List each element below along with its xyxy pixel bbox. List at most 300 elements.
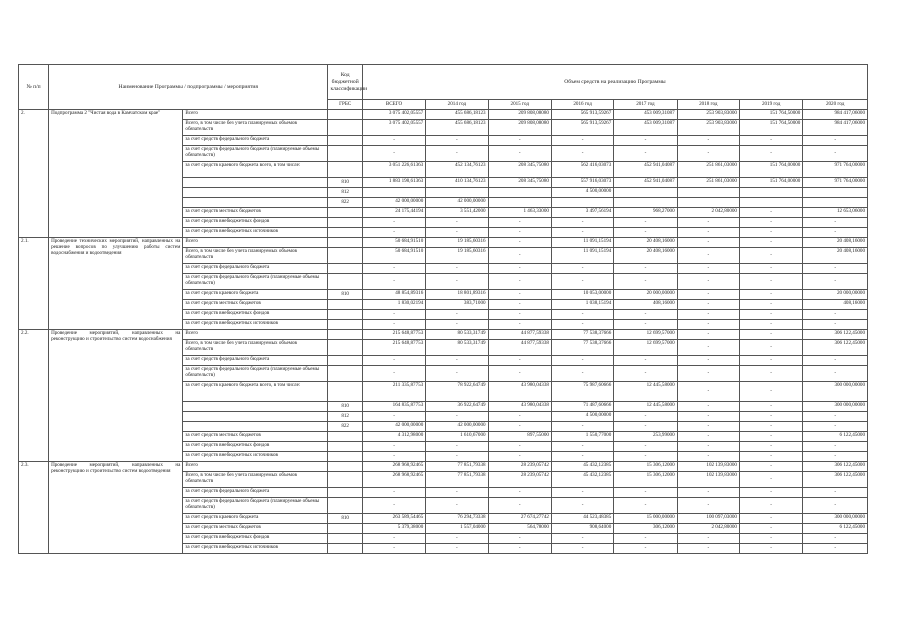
amount-cell: -: [677, 382, 739, 402]
amount-cell: 455 686,18123: [426, 110, 488, 120]
amount-cell: -: [739, 382, 802, 402]
amount-cell: 44 877,59338: [488, 340, 551, 356]
amount-cell: -: [488, 238, 551, 248]
amount-cell: 3 075 402,05557: [362, 120, 425, 136]
amount-cell: -: [426, 442, 488, 452]
grbs-code: [328, 534, 362, 544]
amount-cell: -: [488, 422, 551, 432]
amount-cell: -: [739, 412, 802, 422]
amount-cell: 984 417,06000: [803, 110, 868, 120]
funding-source: [183, 412, 328, 422]
table-row: [19, 462, 868, 472]
amount-cell: -: [803, 274, 868, 290]
amount-cell: -: [677, 544, 739, 554]
amount-cell: 211 335,87753: [362, 382, 425, 402]
grbs-code: [328, 310, 362, 320]
amount-cell: -: [488, 366, 551, 382]
grbs-code: [328, 330, 362, 340]
grbs-code: [328, 488, 362, 498]
amount-cell: 452 941,04087: [614, 162, 677, 178]
amount-cell: -: [739, 462, 802, 472]
header-volume: Объем средств на реализацию Программы: [362, 65, 867, 100]
funding-source: Всего, в том числе без учета планируемых объемов обязательств: [183, 120, 328, 136]
amount-cell: -: [614, 544, 677, 554]
amount-cell: 76 294,73338: [426, 514, 488, 524]
amount-cell: -: [614, 442, 677, 452]
amount-cell: -: [739, 472, 802, 488]
amount-cell: 453 009,31087: [614, 120, 677, 136]
amount-cell: -: [677, 264, 739, 274]
amount-cell: -: [426, 228, 488, 238]
amount-cell: -: [362, 488, 425, 498]
amount-cell: 562 416,03073: [551, 162, 613, 178]
table-row: [19, 330, 868, 340]
amount-cell: 306 122,45000: [803, 472, 868, 488]
amount-cell: -: [551, 422, 613, 432]
amount-cell: 3 075 402,05557: [362, 110, 425, 120]
amount-cell: -: [426, 452, 488, 462]
amount-cell: -: [803, 356, 868, 366]
amount-cell: -: [803, 534, 868, 544]
amount-cell: -: [362, 498, 425, 514]
funding-source: за счет средств внебюджетных источников: [183, 452, 328, 462]
amount-cell: -: [677, 488, 739, 498]
grbs-code: [328, 472, 362, 488]
amount-cell: -: [614, 136, 677, 146]
grbs-code: [328, 356, 362, 366]
amount-cell: 15 306,12000: [614, 472, 677, 488]
grbs-code: [328, 146, 362, 162]
amount-cell: -: [677, 412, 739, 422]
amount-cell: -: [677, 290, 739, 300]
amount-cell: 20 000,00000: [614, 290, 677, 300]
amount-cell: -: [362, 218, 425, 228]
funding-source: за счет средств внебюджетных фондов: [183, 534, 328, 544]
amount-cell: 2 042,80000: [677, 524, 739, 534]
amount-cell: -: [677, 442, 739, 452]
grbs-code: [328, 136, 362, 146]
header-col: 2016 год: [551, 100, 613, 110]
amount-cell: 564,78000: [488, 524, 551, 534]
amount-cell: -: [677, 402, 739, 412]
amount-cell: -: [739, 228, 802, 238]
amount-cell: -: [362, 356, 425, 366]
amount-cell: 4 312,98000: [362, 432, 425, 442]
amount-cell: -: [803, 412, 868, 422]
amount-cell: 151 764,00000: [739, 162, 802, 178]
amount-cell: -: [677, 248, 739, 264]
amount-cell: -: [614, 356, 677, 366]
amount-cell: 251 861,03000: [677, 178, 739, 188]
header-row: [19, 65, 868, 100]
item-name: Подпрограмма 2 "Чистая вода в Камчатском крае": [49, 110, 183, 238]
amount-cell: 1 830,02194: [362, 300, 425, 310]
amount-cell: 78 922,64749: [426, 382, 488, 402]
amount-cell: -: [488, 356, 551, 366]
amount-cell: 43 980,04338: [488, 382, 551, 402]
amount-cell: -: [677, 340, 739, 356]
funding-source: за счет средств местных бюджетов: [183, 300, 328, 310]
funding-source: Всего, в том числе без учета планируемых объемов обязательств: [183, 340, 328, 356]
amount-cell: 565 913,59267: [551, 120, 613, 136]
funding-source: за счет средств федерального бюджета (планируемые объемы обязательств): [183, 274, 328, 290]
amount-cell: -: [488, 488, 551, 498]
grbs-code: [328, 208, 362, 218]
amount-cell: -: [362, 366, 425, 382]
amount-cell: -: [426, 264, 488, 274]
grbs-code: [328, 120, 362, 136]
amount-cell: 102 139,83000: [677, 472, 739, 488]
amount-cell: 984 417,06000: [803, 120, 868, 136]
funding-source: за счет средств внебюджетных фондов: [183, 218, 328, 228]
amount-cell: -: [426, 146, 488, 162]
amount-cell: -: [488, 452, 551, 462]
amount-cell: -: [614, 498, 677, 514]
amount-cell: -: [739, 274, 802, 290]
funding-source: за счет средств внебюджетных фондов: [183, 310, 328, 320]
amount-cell: 20 408,16000: [614, 248, 677, 264]
budget-table: [18, 64, 868, 554]
amount-cell: 455 686,18123: [426, 120, 488, 136]
grbs-code: [328, 300, 362, 310]
funding-source: [183, 198, 328, 208]
amount-cell: -: [739, 208, 802, 218]
amount-cell: -: [488, 248, 551, 264]
amount-cell: 42 000,00000: [362, 422, 425, 432]
amount-cell: 2 042,80000: [677, 208, 739, 218]
amount-cell: -: [488, 534, 551, 544]
amount-cell: -: [488, 310, 551, 320]
amount-cell: [739, 198, 802, 208]
amount-cell: -: [739, 498, 802, 514]
amount-cell: -: [803, 310, 868, 320]
amount-cell: -: [426, 274, 488, 290]
funding-source: за счет средств федерального бюджета: [183, 488, 328, 498]
amount-cell: -: [488, 442, 551, 452]
grbs-code: [328, 452, 362, 462]
header-num: № п/п: [19, 65, 49, 110]
amount-cell: -: [362, 442, 425, 452]
amount-cell: -: [614, 534, 677, 544]
amount-cell: -: [488, 498, 551, 514]
amount-cell: [426, 188, 488, 198]
amount-cell: 80 533,31749: [426, 330, 488, 340]
amount-cell: 300 000,00000: [803, 402, 868, 412]
funding-source: за счет средств внебюджетных источников: [183, 228, 328, 238]
funding-source: Всего, в том числе без учета планируемых объемов обязательств: [183, 248, 328, 264]
grbs-code: [328, 498, 362, 514]
grbs-code: [328, 524, 362, 534]
amount-cell: 80 533,31749: [426, 340, 488, 356]
amount-cell: 208 345,75080: [488, 178, 551, 188]
amount-cell: 19 185,60316: [426, 248, 488, 264]
amount-cell: 151 764,00000: [739, 178, 802, 188]
amount-cell: -: [739, 422, 802, 432]
amount-cell: -: [551, 228, 613, 238]
amount-cell: 27 674,27742: [488, 514, 551, 524]
table-row: [19, 238, 868, 248]
amount-cell: -: [739, 442, 802, 452]
amount-cell: 215 648,87753: [362, 340, 425, 356]
amount-cell: -: [362, 146, 425, 162]
grbs-code: 822: [328, 198, 362, 208]
amount-cell: -: [803, 452, 868, 462]
amount-cell: -: [739, 310, 802, 320]
amount-cell: 306,12000: [614, 524, 677, 534]
grbs-code: [328, 544, 362, 554]
amount-cell: 410 134,76123: [426, 178, 488, 188]
header-col: 2015 год: [488, 100, 551, 110]
amount-cell: -: [803, 146, 868, 162]
funding-source: за счет средств федерального бюджета (планируемые объемы обязательств): [183, 498, 328, 514]
amount-cell: 20 000,00000: [803, 290, 868, 300]
amount-cell: -: [739, 290, 802, 300]
amount-cell: -: [739, 248, 802, 264]
grbs-code: 810: [328, 290, 362, 300]
amount-cell: -: [614, 320, 677, 330]
amount-cell: [551, 198, 613, 208]
amount-cell: 12 653,06000: [803, 208, 868, 218]
amount-cell: 251 861,03000: [677, 162, 739, 178]
amount-cell: 42 000,00000: [426, 198, 488, 208]
amount-cell: -: [362, 534, 425, 544]
amount-cell: 263 589,54465: [362, 514, 425, 524]
funding-source: [183, 178, 328, 188]
amount-cell: 10 053,00000: [551, 290, 613, 300]
item-number: 2.3.: [19, 462, 49, 554]
amount-cell: 45 432,12385: [551, 462, 613, 472]
amount-cell: -: [426, 310, 488, 320]
amount-cell: -: [488, 218, 551, 228]
amount-cell: -: [551, 452, 613, 462]
amount-cell: 4 500,00000: [551, 188, 613, 198]
amount-cell: -: [803, 264, 868, 274]
amount-cell: 452 941,04087: [614, 178, 677, 188]
amount-cell: -: [614, 366, 677, 382]
amount-cell: -: [677, 136, 739, 146]
amount-cell: 42 000,00000: [426, 422, 488, 432]
amount-cell: -: [739, 300, 802, 310]
funding-source: за счет средств местных бюджетов: [183, 432, 328, 442]
amount-cell: -: [426, 412, 488, 422]
grbs-code: [328, 248, 362, 264]
header-col: 2014 год: [426, 100, 488, 110]
amount-cell: -: [488, 264, 551, 274]
amount-cell: -: [614, 310, 677, 320]
table-row: [19, 110, 868, 120]
amount-cell: -: [614, 146, 677, 162]
amount-cell: -: [488, 136, 551, 146]
grbs-code: [328, 228, 362, 238]
header-col: 2020 год: [803, 100, 868, 110]
amount-cell: -: [677, 452, 739, 462]
amount-cell: -: [362, 136, 425, 146]
grbs-code: [328, 340, 362, 356]
amount-cell: -: [362, 320, 425, 330]
amount-cell: 3 551,42000: [426, 208, 488, 218]
amount-cell: 50 684,91510: [362, 248, 425, 264]
amount-cell: -: [614, 412, 677, 422]
amount-cell: -: [677, 356, 739, 366]
amount-cell: 43 980,04338: [488, 402, 551, 412]
amount-cell: 48 854,89316: [362, 290, 425, 300]
amount-cell: -: [551, 366, 613, 382]
amount-cell: -: [677, 330, 739, 340]
amount-cell: -: [677, 534, 739, 544]
amount-cell: -: [551, 356, 613, 366]
amount-cell: -: [362, 412, 425, 422]
amount-cell: -: [677, 218, 739, 228]
header-col: ВСЕГО: [362, 100, 425, 110]
funding-source: за счет средств местных бюджетов: [183, 208, 328, 218]
amount-cell: -: [803, 136, 868, 146]
grbs-code: 812: [328, 412, 362, 422]
amount-cell: [803, 188, 868, 198]
amount-cell: [362, 188, 425, 198]
amount-cell: -: [614, 228, 677, 238]
grbs-code: [328, 462, 362, 472]
amount-cell: -: [551, 136, 613, 146]
amount-cell: 306 122,45000: [803, 340, 868, 356]
funding-source: за счет средств внебюджетных фондов: [183, 442, 328, 452]
amount-cell: -: [362, 544, 425, 554]
amount-cell: -: [739, 366, 802, 382]
amount-cell: 11 091,15194: [551, 248, 613, 264]
funding-source: Всего: [183, 238, 328, 248]
grbs-code: [328, 264, 362, 274]
amount-cell: [488, 198, 551, 208]
amount-cell: 306 122,45000: [803, 330, 868, 340]
amount-cell: 268 968,92465: [362, 472, 425, 488]
amount-cell: 300 000,00000: [803, 514, 868, 524]
grbs-code: 822: [328, 422, 362, 432]
amount-cell: 24 175,44194: [362, 208, 425, 218]
header-name: Наименование Программы / подпрограммы / мероприятия: [49, 65, 328, 110]
amount-cell: 20 408,16000: [803, 248, 868, 264]
amount-cell: 4 500,00000: [551, 412, 613, 422]
amount-cell: -: [614, 218, 677, 228]
amount-cell: -: [488, 274, 551, 290]
amount-cell: [614, 188, 677, 198]
amount-cell: -: [803, 218, 868, 228]
funding-source: за счет средств внебюджетных источников: [183, 544, 328, 554]
amount-cell: -: [614, 422, 677, 432]
amount-cell: 908,64000: [551, 524, 613, 534]
amount-cell: -: [739, 136, 802, 146]
amount-cell: -: [426, 320, 488, 330]
amount-cell: 100 097,03000: [677, 514, 739, 524]
amount-cell: -: [614, 274, 677, 290]
amount-cell: -: [677, 274, 739, 290]
amount-cell: -: [803, 488, 868, 498]
amount-cell: 452 134,76123: [426, 162, 488, 178]
amount-cell: 77 538,37666: [551, 330, 613, 340]
amount-cell: 11 091,15194: [551, 238, 613, 248]
amount-cell: 77 851,79338: [426, 472, 488, 488]
amount-cell: 42 000,00000: [362, 198, 425, 208]
grbs-code: [328, 442, 362, 452]
amount-cell: -: [739, 432, 802, 442]
header-code: Код бюджетной классификации: [328, 65, 362, 100]
amount-cell: [677, 198, 739, 208]
funding-source: Всего: [183, 110, 328, 120]
funding-source: за счет средств местных бюджетов: [183, 524, 328, 534]
amount-cell: -: [677, 300, 739, 310]
amount-cell: 1 883 198,61363: [362, 178, 425, 188]
amount-cell: -: [362, 274, 425, 290]
grbs-code: 810: [328, 402, 362, 412]
amount-cell: -: [739, 534, 802, 544]
funding-source: [183, 188, 328, 198]
amount-cell: 77 538,37666: [551, 340, 613, 356]
amount-cell: 453 009,31087: [614, 110, 677, 120]
amount-cell: 151 764,50000: [739, 110, 802, 120]
amount-cell: -: [803, 320, 868, 330]
amount-cell: -: [551, 488, 613, 498]
amount-cell: -: [739, 544, 802, 554]
amount-cell: 45 432,12385: [551, 472, 613, 488]
amount-cell: 209 808,08080: [488, 120, 551, 136]
amount-cell: 897,55000: [488, 432, 551, 442]
amount-cell: -: [488, 412, 551, 422]
amount-cell: -: [739, 264, 802, 274]
amount-cell: 3 497,56194: [551, 208, 613, 218]
amount-cell: -: [803, 498, 868, 514]
amount-cell: 268 968,92465: [362, 462, 425, 472]
amount-cell: 215 648,87753: [362, 330, 425, 340]
funding-source: за счет средств внебюджетных источников: [183, 320, 328, 330]
amount-cell: 28 239,05742: [488, 462, 551, 472]
grbs-code: [328, 274, 362, 290]
item-name: Проведение мероприятий, направленных на реконструкцию и строительство систем водоотведения: [49, 462, 183, 554]
amount-cell: -: [426, 136, 488, 146]
amount-cell: 1 557,04000: [426, 524, 488, 534]
item-number: 2.2.: [19, 330, 49, 462]
amount-cell: -: [488, 300, 551, 310]
amount-cell: -: [426, 498, 488, 514]
amount-cell: 971 764,00000: [803, 162, 868, 178]
amount-cell: 253 903,83000: [677, 120, 739, 136]
amount-cell: 151 764,50000: [739, 120, 802, 136]
amount-cell: -: [739, 452, 802, 462]
grbs-code: [328, 110, 362, 120]
amount-cell: 36 922,64749: [426, 402, 488, 412]
grbs-code: [328, 366, 362, 382]
item-number: 2.1.: [19, 238, 49, 330]
grbs-code: 812: [328, 188, 362, 198]
amount-cell: 50 684,91510: [362, 238, 425, 248]
amount-cell: -: [739, 146, 802, 162]
amount-cell: -: [551, 310, 613, 320]
amount-cell: 408,16000: [803, 300, 868, 310]
funding-source: [183, 402, 328, 412]
amount-cell: 20 408,16000: [614, 238, 677, 248]
grbs-code: [328, 382, 362, 402]
amount-cell: [803, 198, 868, 208]
amount-cell: -: [426, 534, 488, 544]
funding-source: за счет средств федерального бюджета: [183, 264, 328, 274]
header-col: 2017 год: [614, 100, 677, 110]
amount-cell: -: [614, 452, 677, 462]
amount-cell: -: [677, 320, 739, 330]
amount-cell: 1 463,33000: [488, 208, 551, 218]
amount-cell: [677, 188, 739, 198]
amount-cell: -: [677, 228, 739, 238]
amount-cell: 15 306,12000: [614, 462, 677, 472]
amount-cell: -: [362, 264, 425, 274]
amount-cell: 306 122,45000: [803, 462, 868, 472]
amount-cell: 6 122,45000: [803, 432, 868, 442]
